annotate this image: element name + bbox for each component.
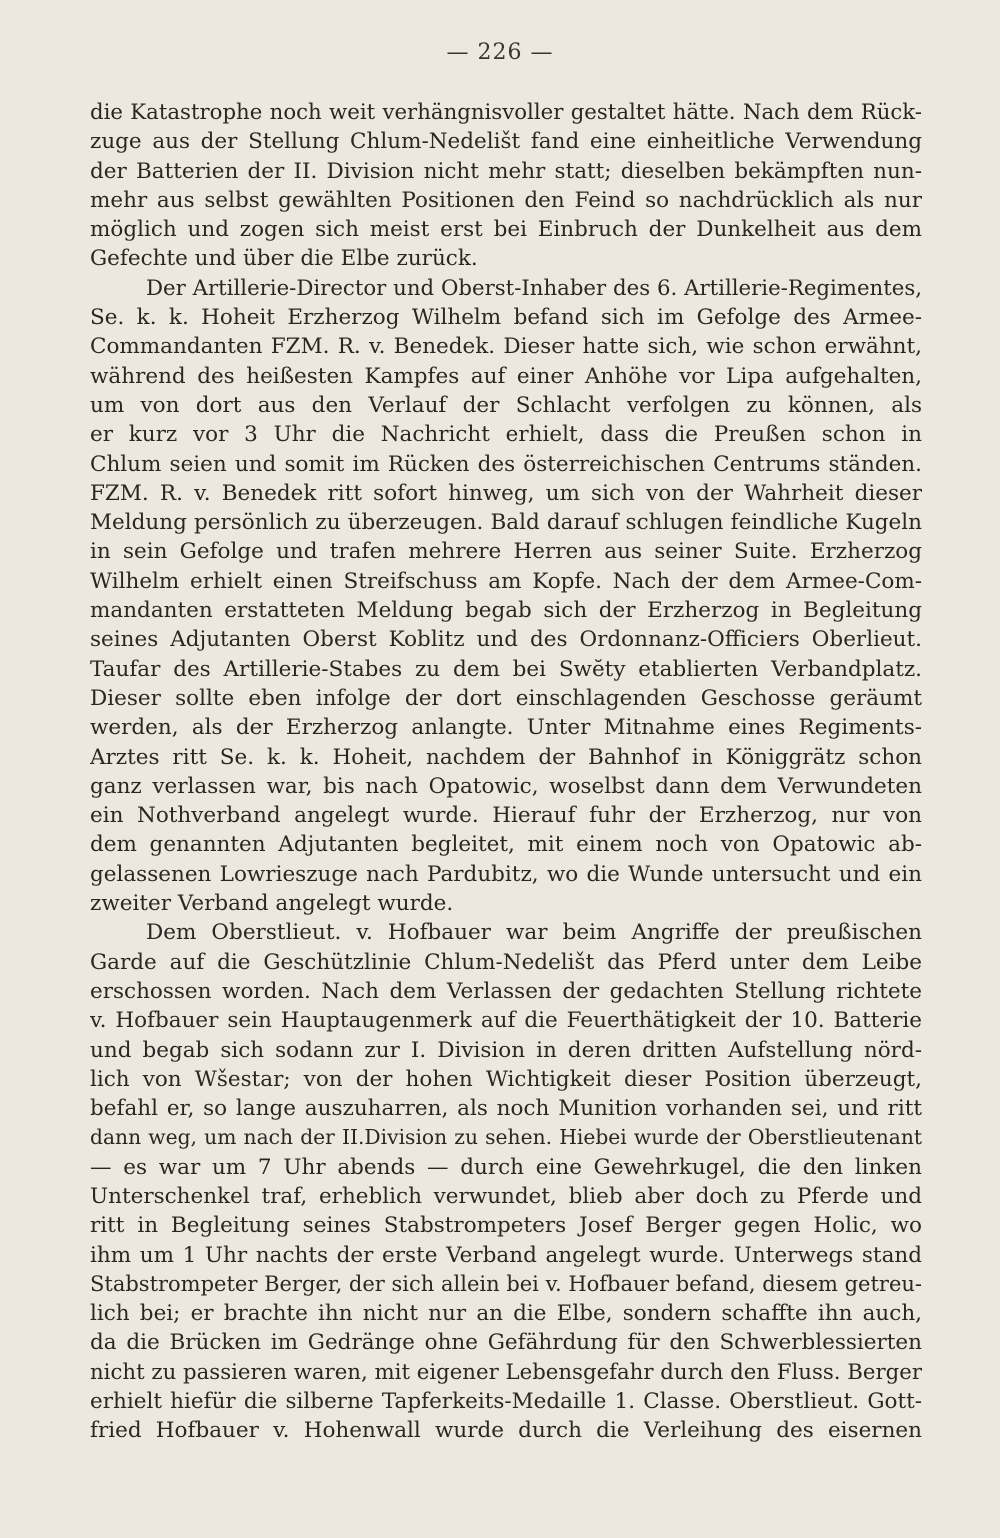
text-line: um von dort aus den Verlauf der Schlacht verfolgen zu können, als — [90, 392, 922, 418]
text-line: zuge aus der Stellung Chlum-Nedelišt fand eine einheitliche Verwendung — [90, 129, 922, 155]
text-line: erschossen worden. Nach dem Verlassen der gedachten Stellung richtete — [90, 978, 922, 1004]
text-line: Gefechte und über die Elbe zurück. — [90, 246, 478, 272]
text-line: FZM. R. v. Benedek ritt sofort hinweg, um sich von der Wahrheit dieser — [90, 480, 922, 506]
text-line: er kurz vor 3 Uhr die Nachricht erhielt, dass die Preußen schon in — [90, 422, 922, 448]
text-line: Taufar des Artillerie-Stabes zu dem bei Swĕty etablierten Verbandplatz. — [90, 656, 922, 682]
text-line: möglich und zogen sich meist erst bei Einbruch der Dunkelheit aus dem — [90, 217, 922, 243]
text-line: und begab sich sodann zur I. Division in deren dritten Aufstellung nörd- — [90, 1037, 922, 1063]
text-line: erhielt hiefür die silberne Tapferkeits-Medaille 1. Classe. Oberstlieut. Gott- — [90, 1389, 922, 1415]
text-line: in sein Gefolge und trafen mehrere Herren aus seiner Suite. Erzherzog — [90, 539, 922, 565]
text-line: da die Brücken im Gedränge ohne Gefährdung für den Schwerblessierten — [90, 1330, 922, 1356]
text-line: die Katastrophe noch weit verhängnisvoller gestaltet hätte. Nach dem Rück- — [90, 100, 922, 125]
text-line: Se. k. k. Hoheit Erzherzog Wilhelm befand sich im Gefolge des Armee- — [90, 305, 922, 331]
text-line: Der Artillerie-Director und Oberst-Inhaber des 6. Artillerie-Regimentes, — [146, 275, 922, 301]
text-line: ganz verlassen war, bis nach Opatowic, woselbst dann dem Verwundeten — [90, 773, 922, 799]
text-line: gelassenen Lowrieszuge nach Pardubitz, wo die Wunde untersucht und ein — [90, 861, 922, 887]
text-line: Chlum seien und somit im Rücken des österreichischen Centrums ständen. — [90, 451, 922, 477]
text-line: nicht zu passieren waren, mit eigener Lebensgefahr durch den Fluss. Berger — [90, 1359, 922, 1385]
text-line: Meldung persönlich zu überzeugen. Bald darauf schlugen feindliche Kugeln — [90, 510, 922, 536]
text-line: Arztes ritt Se. k. k. Hoheit, nachdem der Bahnhof in Königgrätz schon — [90, 744, 922, 770]
page-number: — 226 — — [446, 40, 554, 65]
text-line: mehr aus selbst gewählten Positionen den Feind so nachdrücklich als nur — [90, 187, 922, 213]
text-line: seines Adjutanten Oberst Koblitz und des Ordonnanz-Officiers Oberlieut. — [90, 627, 922, 653]
text-line: zweiter Verband angelegt wurde. — [90, 891, 454, 917]
text-line: werden, als der Erzherzog anlangte. Unter Mitnahme eines Regiments- — [90, 715, 922, 741]
text-line: Dieser sollte eben infolge der dort einschlagenden Geschosse geräumt — [90, 685, 922, 711]
text-line: dann weg, um nach der II.Division zu sehen. Hiebei wurde der Oberstlieutenant — [90, 1125, 922, 1150]
text-line: dem genannten Adjutanten begleitet, mit einem noch von Opatowic ab- — [90, 832, 922, 858]
text-line: ritt in Begleitung seines Stabstrompeters Josef Berger gegen Holic, wo — [90, 1213, 922, 1239]
body-text — [90, 98, 922, 1446]
text-line: Dem Oberstlieut. v. Hofbauer war beim Angriffe der preußischen — [146, 920, 922, 946]
text-line: Commandanten FZM. R. v. Benedek. Dieser hatte sich, wie schon erwähnt, — [90, 334, 922, 360]
text-line: Wilhelm erhielt einen Streifschuss am Kopfe. Nach der dem Armee-Com- — [90, 568, 922, 594]
text-line: Stabstrompeter Berger, der sich allein bei v. Hofbauer befand, diesem getreu- — [90, 1271, 922, 1296]
text-line: — es war um 7 Uhr abends — durch eine Gewehrkugel, die den linken — [90, 1154, 922, 1180]
text-line: mandanten erstatteten Meldung begab sich der Erzherzog in Begleitung — [90, 598, 922, 624]
text-line: lich von Wšestar; von der hohen Wichtigkeit dieser Position überzeugt, — [90, 1066, 922, 1092]
text-line: der Batterien der II. Division nicht mehr statt; dieselben bekämpften nun- — [90, 158, 922, 184]
text-line: befahl er, so lange auszuharren, als noch Munition vorhanden sei, und ritt — [90, 1096, 922, 1122]
text-line: während des heißesten Kampfes auf einer Anhöhe vor Lipa aufgehalten, — [90, 363, 922, 389]
text-line: ein Nothverband angelegt wurde. Hierauf fuhr der Erzherzog, nur von — [90, 803, 922, 829]
text-line: fried Hofbauer v. Hohenwall wurde durch die Verleihung des eisernen — [90, 1418, 922, 1444]
text-line: Garde auf die Geschützlinie Chlum-Nedelišt das Pferd unter dem Leibe — [90, 949, 922, 975]
text-line: v. Hofbauer sein Hauptaugenmerk auf die Feuerthätigkeit der 10. Batterie — [90, 1008, 922, 1034]
text-line: ihm um 1 Uhr nachts der erste Verband angelegt wurde. Unterwegs stand — [90, 1242, 922, 1268]
text-line: Unterschenkel traf, erheblich verwundet, blieb aber doch zu Pferde und — [90, 1183, 922, 1209]
text-line: lich bei; er brachte ihn nicht nur an die Elbe, sondern schaffte ihn auch, — [90, 1301, 922, 1327]
